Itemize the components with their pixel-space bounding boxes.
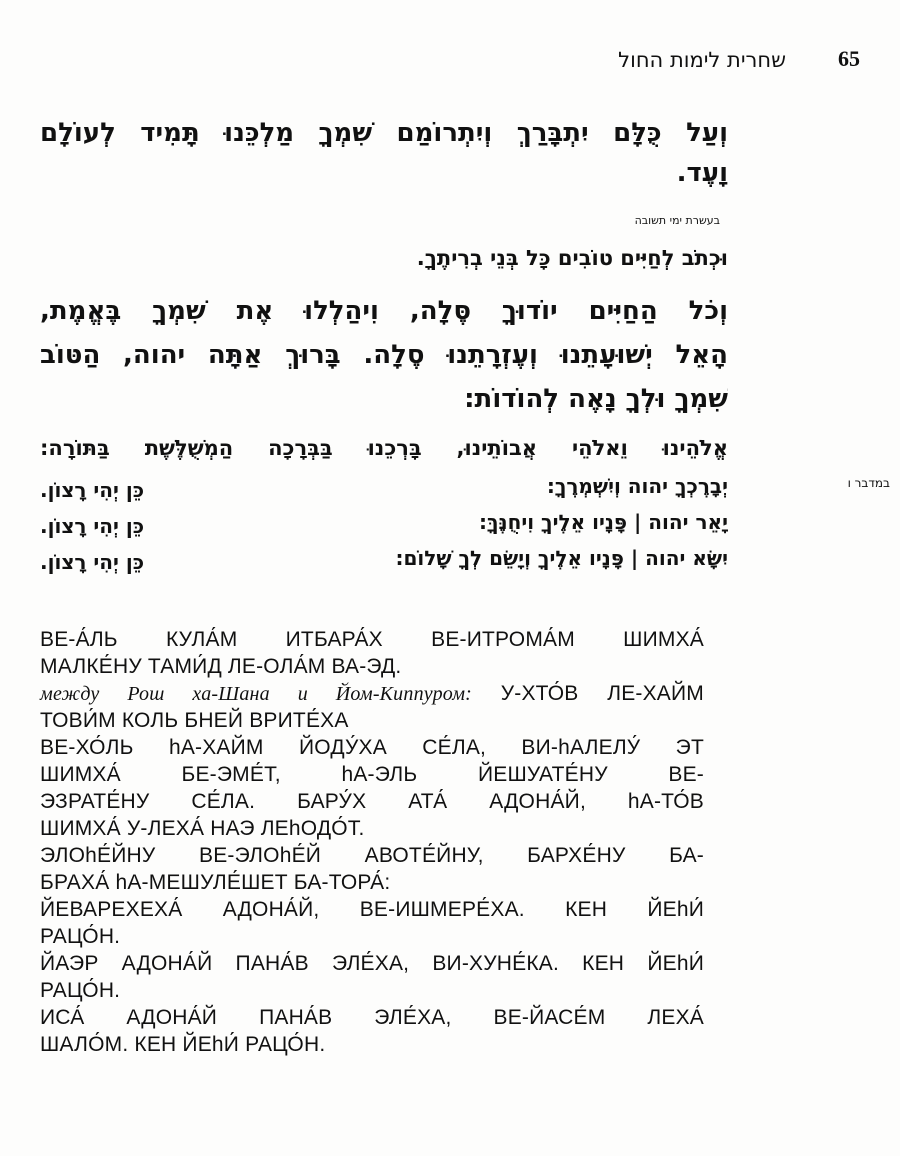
blessing-line-1: יְבָרֶכְךָ יהוה וְיִשְׁמְרֶךָ: [546, 474, 728, 498]
translit-italic-note: между Рош ха-Шана и Йом-Киппуром: [40, 683, 473, 705]
translit-line-3 [40, 680, 704, 708]
ken-yehi-ratzon-2: כֵּן יְהִי רָצוֹן. [40, 514, 145, 538]
translit-line-15: ИСА́ АДОНА́Й ПАНА́В ЭЛЕ́ХА, ВЕ-ЙАСЕ́М ЛЕХА́ [40, 1006, 704, 1029]
hebrew-line-vaed: וָעֶד. [676, 158, 728, 188]
translit-line-14: РАЦО́Н. [40, 979, 121, 1002]
translit-line-1: ВЕ-А́ЛЬ КУЛА́М ИТБАРА́Х ВЕ-ИТРОМА́М ШИМХА́ [40, 628, 704, 651]
hebrew-line-vekhol-2: הָאֵל יְשׁוּעָתֵנוּ וְעֶזְרָתֵנוּ סֶלָה. בָּרוּךְ אַתָּה יהוה, הַטּוֹב [40, 340, 728, 370]
hebrew-line-vekhol-1: וְכֹל הַחַיִּים יוֹדוּךָ סֶּלָה, וִיהַלְלוּ אֶת שִׁמְךָ בֶּאֱמֶת, [40, 296, 728, 326]
hebrew-note-aseret-yemei-teshuvah: בעשרת ימי תשובה [634, 214, 720, 227]
translit-line-16: ШАЛО́М. КЕН ЙЕhИ́ РАЦО́Н. [40, 1033, 326, 1056]
translit-line-4: ТОВИ́М КОЛЬ БНЕЙ ВРИТЕ́ХА [40, 709, 349, 732]
translit-line-12: РАЦО́Н. [40, 925, 121, 948]
ken-yehi-ratzon-3: כֵּן יְהִי רָצוֹן. [40, 550, 145, 574]
page-number: 65 [838, 46, 860, 71]
translit-line-11: ЙЕВАРЕХЕХА́ АДОНА́Й, ВЕ-ИШМЕРЕ́ХА. КЕН ЙЕhИ́ [40, 898, 704, 921]
blessing-line-3: יִשָּׂא יהוה | פָּנָיו אֵלֶיךָ וְיָשֵׂם לְךָ שָׁלוֹם: [395, 546, 728, 570]
blessing-line-2: יָאֵר יהוה | פָּנָיו אֵלֶיךָ וִיחֻנֶּךָּ: [478, 510, 728, 534]
translit-line-2: МАЛКЕ́НУ ТАМИ́Д ЛЕ-ОЛА́М ВА-ЭД. [40, 655, 402, 678]
hebrew-line-veal-kulam: וְעַל כֻּלָּם יִתְבָּרַךְ וְיִתְרוֹמַם שִׁמְךָ מַלְכֵּנוּ תָּמִיד לְעוֹלָם [40, 118, 728, 148]
translit-line-10: БРАХА́ hА-МЕШУЛЕ́ШЕТ БА-ТОРА́: [40, 871, 391, 894]
translit-line-3-text: У-ХТО́В ЛЕ-ХАЙМ [472, 682, 704, 705]
hebrew-line-vekhol-3: שִׁמְךָ וּלְךָ נָאֶה לְהוֹדוֹת: [464, 384, 728, 414]
translit-line-9: ЭЛОhЕ́ЙНУ ВЕ-ЭЛОhЕ́Й АВОТЕ́ЙНУ, БАРХЕ́НУ БА- [40, 844, 704, 867]
margin-note-bamidbar: במדבר ו [847, 476, 890, 490]
ken-yehi-ratzon-1: כֵּן יְהִי רָצוֹן. [40, 478, 145, 502]
translit-line-7: ЭЗРАТЕ́НУ СЕ́ЛА. БАРУ́Х АТА́ АДОНА́Й, hА-ТО́В [40, 790, 704, 813]
translit-line-6: ШИМХА́ БЕ-ЭМЕ́Т, hА-ЭЛЬ ЙЕШУАТЕ́НУ ВЕ- [40, 763, 704, 786]
translit-line-5: ВЕ-ХО́ЛЬ hА-ХАЙМ ЙОДУ́ХА СЕ́ЛА, ВИ-hАЛЕЛУ́ ЭТ [40, 736, 704, 759]
hebrew-line-elohenu: אֱלֹהֵינוּ וֵאלֹהֵי אֲבוֹתֵינוּ, בָּרְכֵנוּ בַּבְּרָכָה הַמְשֻׁלֶּשֶׁת בַּתּוֹרָה: [40, 436, 728, 460]
running-head: שחרית לימות החול [618, 48, 786, 72]
translit-line-13: ЙАЭР АДОНА́Й ПАНА́В ЭЛЕ́ХА, ВИ-ХУНЕ́КА. КЕН ЙЕhИ́ [40, 952, 704, 975]
hebrew-line-ukhtov: וּכְתֹב לְחַיִּים טוֹבִים כָּל בְּנֵי בְרִיתֶךָ. [416, 246, 728, 270]
translit-line-8: ШИМХА́ У-ЛЕХА́ НАЭ ЛЕhОДО́Т. [40, 817, 365, 840]
